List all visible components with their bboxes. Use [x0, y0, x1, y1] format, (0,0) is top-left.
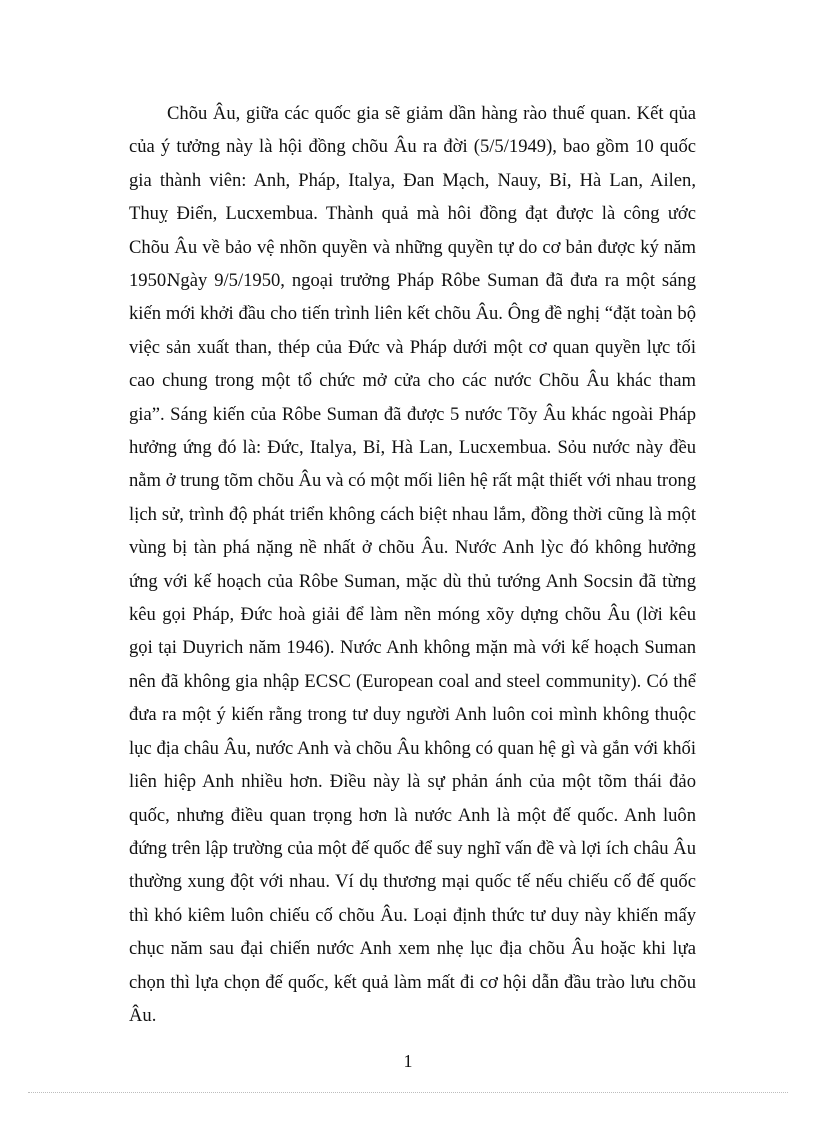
footer-divider [28, 1092, 788, 1093]
body-paragraph-2: Ngày 9/5/1950, ngoại trưởng Pháp Rôbe Suman đã đưa ra một sáng kiến mới khởi đầu cho tiến trình liên kết chõu Âu. Ông đề nghị “đặt toàn bộ việc sản xuất than, thép của Đức và Pháp dưới một cơ quan quyền lực tối cao chung trong một tổ chức mở cửa cho các nước Chõu Âu khác tham gia”. Sáng kiến của Rôbe Suman đã được 5 nước Tõy Âu khác ngoài Pháp hưởng ứng đó là: Đức, Italya, Bỉ, Hà Lan, Lucxembua. Sỏu nước này đều nằm ở trung tõm chõu Âu và có một mối liên hệ rất mật thiết với nhau trong lịch sử, trình độ phát triển không cách biệt nhau lắm, đồng thời cũng là một vùng bị tàn phá nặng nề nhất ở chõu Âu. Nước Anh lỳc đó không hưởng ứng với kế hoạch của Rôbe Suman, mặc dù thủ tướng Anh Socsin đã từng kêu gọi Pháp, Đức hoà giải để làm nền móng xõy dựng chõu Âu (lời kêu gọi tại Duyrich năm 1946). Nước Anh không mặn mà với kế hoạch Suman nên đã không gia nhập ECSC (European coal and steel community). Có thể đưa ra một ý kiến rằng trong tư duy người Anh luôn coi mình không thuộc lục địa châu Âu, nước Anh và chõu Âu không có quan hệ gì và gắn với khối liên hiệp Anh nhiều hơn. Điều này là sự phản ánh của một tõm thái đảo quốc, nhưng điều quan trọng hơn là nước Anh là một đế quốc. Anh luôn đứng trên lập trường của một đế quốc để suy nghĩ vấn đề và lợi ích châu Âu thường xung đột với nhau. Ví dụ thương mại quốc tế nếu chiếu cố đế quốc thì khó kiêm luôn chiếu cố chõu Âu. Loại định thức tư duy này khiến mấy chục năm sau đại chiến nước Anh xem nhẹ lục địa chõu Âu hoặc khi lựa chọn thì lựa chọn đế quốc, kết quả làm mất đi cơ hội dẫn đầu trào lưu chõu Âu. [129, 270, 696, 1026]
page-number: 1 [403, 1051, 413, 1071]
body-paragraph-1: Chõu Âu, giữa các quốc gia sẽ giảm dần hàng rào thuế quan. Kết qủa của ý tưởng này là hội đồng chõu Âu ra đời (5/5/1949), bao gồm 10 quốc gia thành viên: Anh, Pháp, Italya, Đan Mạch, Nauy, Bỉ, Hà Lan, Ailen, Thuỵ Điển, Lucxembua. Thành quả mà hôi đồng đạt được là công ước Chõu Âu về bảo vệ nhõn quyền và những quyền tự do cơ bản được ký năm 1950. [129, 103, 696, 292]
